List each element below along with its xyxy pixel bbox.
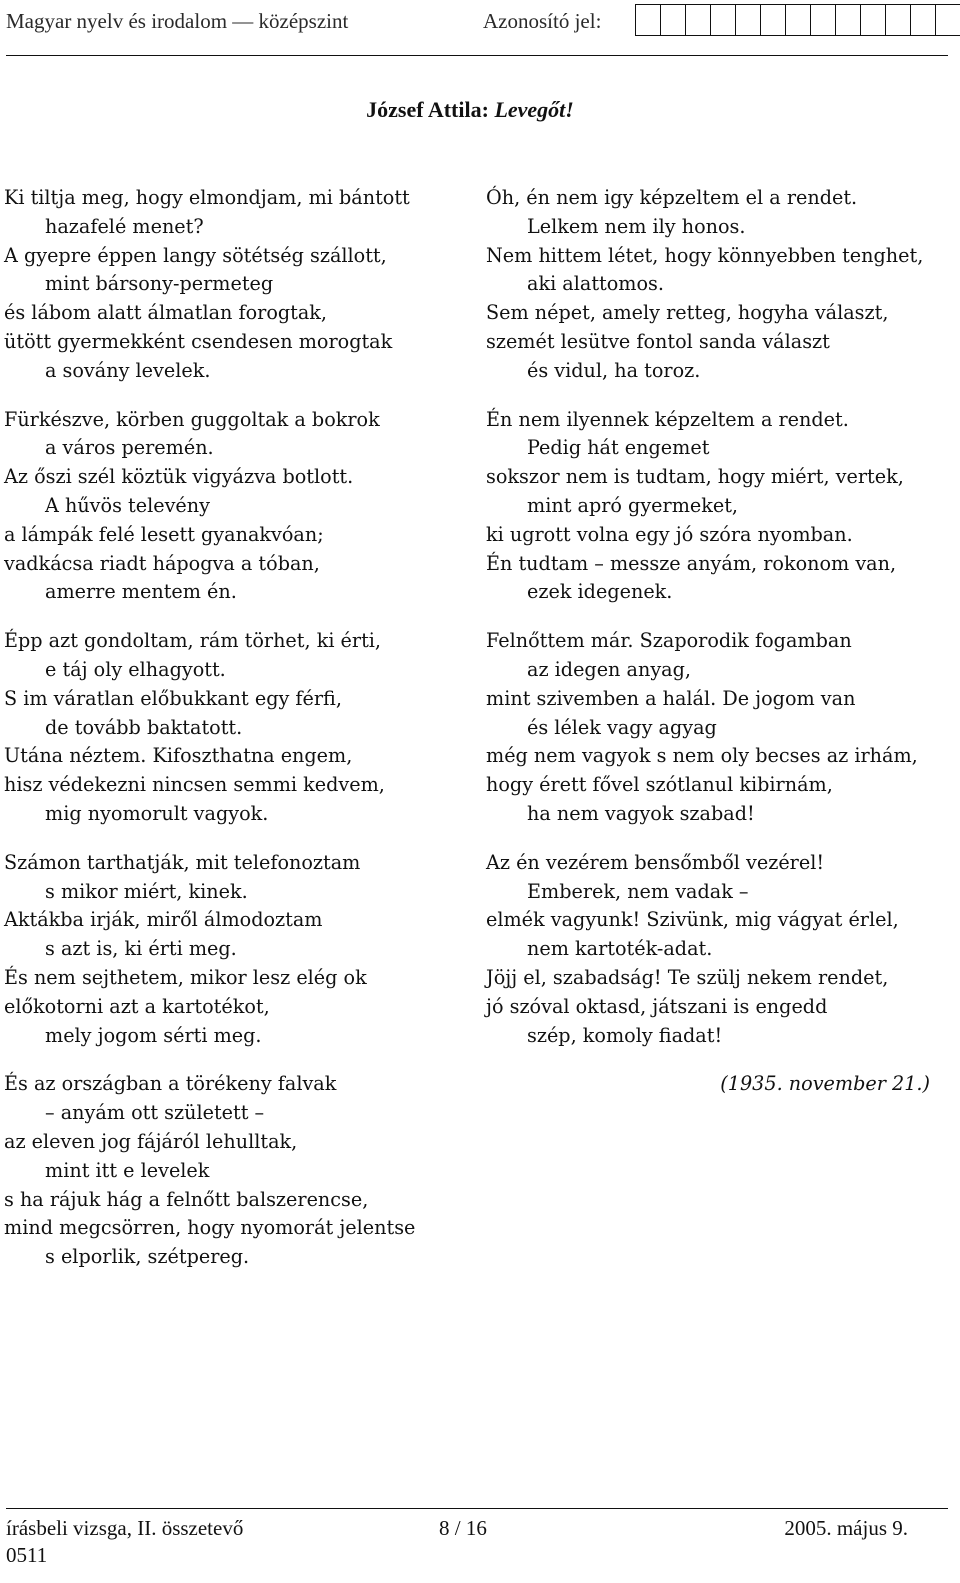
poem-line: ha nem vagyok szabad! bbox=[527, 801, 755, 825]
poem-line: mig nyomorult vagyok. bbox=[45, 801, 269, 825]
id-box[interactable] bbox=[910, 4, 936, 36]
poem-line: ütött gyermekként csendesen morogtak bbox=[4, 329, 393, 353]
poem-line: e táj oly elhagyott. bbox=[45, 657, 226, 681]
stanza bbox=[4, 1070, 469, 1272]
poem-line: – anyám ott született – bbox=[45, 1101, 265, 1125]
poem-line: mely jogom sérti meg. bbox=[45, 1023, 262, 1047]
poem-line: vadkácsa riadt hápogva a tóban, bbox=[4, 551, 320, 575]
poem-title bbox=[0, 97, 940, 123]
poem-line: mint szivemben a halál. De jogom van bbox=[486, 686, 856, 710]
stanza bbox=[486, 849, 954, 1051]
poem-line: szemét lesütve fontol sanda választ bbox=[486, 329, 830, 353]
poem-line: Emberek, nem vadak – bbox=[527, 879, 749, 903]
poem-right-column bbox=[486, 184, 954, 1099]
footer-code: 0511 bbox=[6, 1543, 48, 1567]
id-boxes[interactable] bbox=[636, 4, 960, 36]
poem-line: És nem sejthetem, mikor lesz elég ok bbox=[4, 965, 367, 989]
id-box[interactable] bbox=[685, 4, 711, 36]
poem-line: Utána néztem. Kifoszthatna engem, bbox=[4, 744, 353, 768]
id-box[interactable] bbox=[710, 4, 736, 36]
poem-line: és lábom alatt álmatlan forogtak, bbox=[4, 301, 328, 325]
poem-line: még nem vagyok s nem oly becses az irhám, bbox=[486, 744, 918, 768]
subject-label: Magyar nyelv és irodalom — középszint bbox=[6, 9, 349, 33]
poem-line: de tovább baktatott. bbox=[45, 715, 243, 739]
page-header bbox=[0, 0, 960, 60]
poem-line: a város peremén. bbox=[45, 436, 214, 460]
poem-author: József Attila: bbox=[366, 97, 495, 122]
poem-line: mind megcsörren, hogy nyomorát jelentse bbox=[4, 1216, 416, 1240]
poem-line: Jöjj el, szabadság! Te szülj nekem rendet, bbox=[486, 965, 889, 989]
poem-line: Én nem ilyennek képzeltem a rendet. bbox=[486, 407, 849, 431]
stanza bbox=[4, 627, 469, 829]
poem-line: nem kartoték-adat. bbox=[527, 937, 713, 961]
poem-line: szép, komoly fiadat! bbox=[527, 1023, 723, 1047]
id-box[interactable] bbox=[885, 4, 911, 36]
poem-line: hisz védekezni nincsen semmi kedvem, bbox=[4, 773, 385, 797]
poem-line: hazafelé menet? bbox=[45, 214, 204, 238]
poem-line: Ki tiltja meg, hogy elmondjam, mi bántott bbox=[4, 186, 410, 209]
poem-line: s ha rájuk hág a felnőtt balszerencse, bbox=[4, 1187, 369, 1211]
id-box[interactable] bbox=[660, 4, 686, 36]
id-box[interactable] bbox=[760, 4, 786, 36]
footer-page-number: 8 / 16 bbox=[439, 1516, 487, 1540]
poem-line: Fürkészve, körben guggoltak a bokrok bbox=[4, 407, 380, 431]
poem-line: Óh, én nem igy képzeltem el a rendet. bbox=[486, 186, 858, 209]
id-box[interactable] bbox=[835, 4, 861, 36]
id-box[interactable] bbox=[860, 4, 886, 36]
poem-line: sokszor nem is tudtam, hogy miért, vertek, bbox=[486, 465, 904, 489]
poem-line: és lélek vagy agyag bbox=[527, 715, 717, 739]
poem-line: Épp azt gondoltam, rám törhet, ki érti, bbox=[4, 629, 382, 653]
poem-line: Pedig hát engemet bbox=[527, 436, 710, 460]
poem-line: S im váratlan előbukkant egy férfi, bbox=[4, 686, 342, 710]
poem-line: Aktákba irják, miről álmodoztam bbox=[4, 908, 323, 932]
stanza bbox=[486, 184, 954, 386]
id-box[interactable] bbox=[785, 4, 811, 36]
poem-line: Felnőttem már. Szaporodik fogamban bbox=[486, 629, 852, 653]
id-box[interactable] bbox=[810, 4, 836, 36]
poem-line: jó szóval oktasd, játszani is engedd bbox=[486, 994, 828, 1018]
poem-line: előkotorni azt a kartotékot, bbox=[4, 994, 270, 1018]
poem-name: Levegőt! bbox=[494, 97, 574, 122]
poem-line: Én tudtam – messze anyám, rokonom van, bbox=[486, 551, 897, 575]
stanza bbox=[4, 406, 469, 608]
poem-line: és vidul, ha toroz. bbox=[527, 358, 701, 382]
footer-rule bbox=[6, 1508, 948, 1509]
id-label: Azonosító jel: bbox=[483, 9, 602, 33]
poem-line: s mikor miért, kinek. bbox=[45, 879, 248, 903]
poem-line: Nem hittem létet, hogy könnyebben tenghet, bbox=[486, 243, 924, 267]
poem-line: És az országban a törékeny falvak bbox=[4, 1072, 337, 1096]
poem-line: ezek idegenek. bbox=[527, 580, 673, 604]
poem-line: az eleven jog fájáról lehulltak, bbox=[4, 1129, 298, 1153]
poem-line: s elporlik, szétpereg. bbox=[45, 1245, 250, 1269]
stanza bbox=[486, 406, 954, 608]
poem-date: (1935. november 21.) bbox=[720, 1072, 930, 1096]
poem-line: aki alattomos. bbox=[527, 272, 664, 296]
poem-line: Az én vezérem bensőmből vezérel! bbox=[486, 850, 825, 874]
id-box[interactable] bbox=[635, 4, 661, 36]
footer-date: 2005. május 9. bbox=[784, 1516, 908, 1540]
poem-line: A hűvös televény bbox=[45, 493, 210, 517]
poem-line: s azt is, ki érti meg. bbox=[45, 937, 237, 961]
poem-line: az idegen anyag, bbox=[527, 657, 691, 681]
poem-line: Számon tarthatják, mit telefonoztam bbox=[4, 850, 361, 874]
stanza bbox=[4, 184, 469, 386]
poem-line: mint itt e levelek bbox=[45, 1158, 210, 1182]
stanza bbox=[486, 627, 954, 829]
footer-exam-label: írásbeli vizsga, II. összetevő bbox=[6, 1516, 244, 1540]
header-rule bbox=[6, 55, 948, 56]
poem-left-column bbox=[4, 184, 469, 1292]
poem-line: mint bársony-permeteg bbox=[45, 272, 274, 296]
poem-line: a sovány levelek. bbox=[45, 358, 211, 382]
poem-line: Lelkem nem ily honos. bbox=[527, 214, 746, 238]
poem-line: Sem népet, amely retteg, hogyha választ, bbox=[486, 301, 889, 325]
poem-line: A gyepre éppen langy sötétség szállott, bbox=[4, 243, 387, 267]
poem-line: a lámpák felé lesett gyanakvóan; bbox=[4, 522, 324, 546]
poem-line: elmék vagyunk! Szivünk, mig vágyat érlel, bbox=[486, 908, 899, 932]
poem-line: mint apró gyermeket, bbox=[527, 493, 739, 517]
poem-line: amerre mentem én. bbox=[45, 580, 237, 604]
id-box[interactable] bbox=[935, 4, 960, 36]
stanza bbox=[4, 849, 469, 1051]
id-box[interactable] bbox=[735, 4, 761, 36]
poem-line: Az őszi szél köztük vigyázva botlott. bbox=[4, 465, 354, 489]
poem-line: hogy érett fővel szótlanul kibirnám, bbox=[486, 773, 833, 797]
poem-line: ki ugrott volna egy jó szóra nyomban. bbox=[486, 522, 853, 546]
